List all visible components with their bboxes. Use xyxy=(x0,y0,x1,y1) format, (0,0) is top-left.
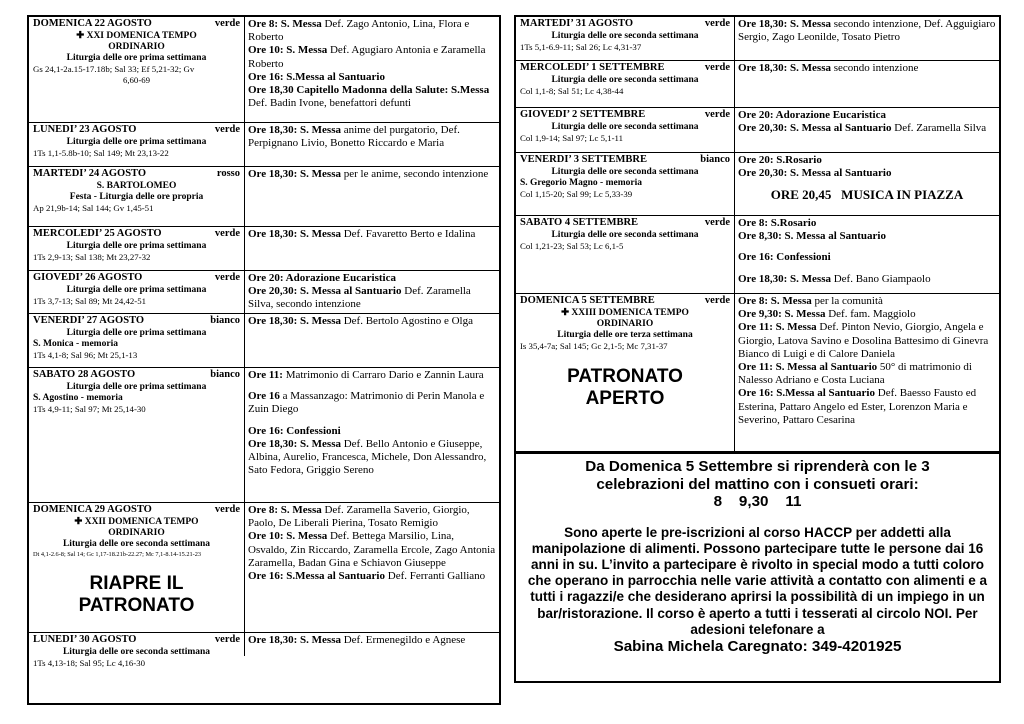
service-entry xyxy=(738,273,996,286)
service-time: Ore 8: S. Messa xyxy=(248,18,322,30)
banner-line: PATRONATO xyxy=(78,594,195,616)
service-entry xyxy=(738,361,996,387)
service-time: Ore 8: S. Messa xyxy=(248,504,322,516)
liturgical-color: verde xyxy=(214,228,240,239)
day-cell xyxy=(516,108,735,152)
liturgical-color: verde xyxy=(704,295,730,306)
service-time: Ore 11: S. Messa xyxy=(738,321,817,334)
liturgical-color: bianco xyxy=(700,154,730,165)
liturgy-line: Liturgia delle ore prima settimana xyxy=(66,327,207,338)
service-entry xyxy=(738,122,996,135)
service-entry xyxy=(738,62,996,75)
liturgical-color: verde xyxy=(214,634,240,645)
service-entry xyxy=(738,167,996,180)
service-entry xyxy=(248,634,496,647)
day-cell xyxy=(29,167,245,226)
service-time: Ore 18,30: S. Messa xyxy=(248,315,341,327)
service-time: Ore 20,30: S. Messa al Santuario xyxy=(738,122,892,135)
service-entry xyxy=(248,124,496,150)
liturgy-line: Liturgia delle ore prima settimana xyxy=(66,381,207,392)
readings: 1Ts 4,1-8; Sal 96; Mt 25,1-13 xyxy=(33,349,138,360)
services-cell xyxy=(245,633,499,656)
service-detail: Def. Baesso Fausto ed Esterina, Pattaro Angelo ed Ester, Lorenzon Maria e Severino, Pattaro Cesarina xyxy=(738,387,977,426)
liturgy-line: Festa - Liturgia delle ore propria xyxy=(69,191,204,202)
day-header xyxy=(33,369,240,382)
day-header xyxy=(33,124,240,137)
liturgy-line: Liturgia delle ore terza settimana xyxy=(557,329,693,340)
service-detail: per le anime, secondo intenzione xyxy=(340,168,489,180)
liturgical-color: verde xyxy=(704,217,730,228)
services-cell xyxy=(735,153,999,215)
day-cell xyxy=(29,314,245,367)
service-detail: secondo intenzione, Def. Agguigiaro Sergio, Zago Leonilde, Tosato Pietro xyxy=(738,18,996,44)
service-detail: Def. Bello Antonio e Giuseppe, Albina, Aurelio, Francesca, Michele, Don Alessandro, Sato Fedora, Griggio Sereno xyxy=(248,437,487,477)
day-row xyxy=(29,314,499,368)
day-row xyxy=(29,271,499,314)
readings: Is 35,4-7a; Sal 145; Gc 2,1-5; Mc 7,31-37 xyxy=(520,340,668,351)
service-detail: Def. Ermenegildo e Agnese xyxy=(340,634,466,646)
service-entry xyxy=(248,369,496,382)
readings: 1Ts 4,13-18; Sal 95; Lc 4,16-30 xyxy=(33,657,146,668)
announcement-banner xyxy=(520,366,730,410)
day-date: VENERDI’ 3 SETTEMBRE xyxy=(520,154,647,165)
liturgical-color: rosso xyxy=(216,168,240,179)
service-entry xyxy=(248,570,496,583)
service-time: Ore 11: S. Messa al Santuario xyxy=(738,361,878,374)
memoria: S. Gregorio Magno - memoria xyxy=(520,177,642,188)
day-cell xyxy=(516,153,735,215)
service-entry xyxy=(248,504,496,530)
liturgical-color: verde xyxy=(704,109,730,120)
day-header xyxy=(520,18,730,31)
liturgy-line: ORDINARIO xyxy=(108,527,165,538)
day-cell xyxy=(516,294,735,451)
service-entry xyxy=(738,321,996,361)
service-entry xyxy=(738,295,996,308)
service-time: Ore 16: Confessioni xyxy=(738,251,831,264)
day-row xyxy=(29,123,499,167)
readings: 1Ts 3,7-13; Sal 89; Mt 24,42-51 xyxy=(33,295,147,306)
day-header xyxy=(520,217,730,230)
service-entry xyxy=(248,272,496,285)
liturgical-color: verde xyxy=(214,504,240,515)
day-cell xyxy=(29,123,245,166)
day-row xyxy=(516,108,999,153)
announcement-times: 8 9,30 11 xyxy=(713,493,802,510)
service-entry xyxy=(248,228,496,241)
day-row xyxy=(516,17,999,61)
service-detail: Def. Zaramella Saverio, Giorgio, Paolo, De Liberali Pierina, Tosato Remigio xyxy=(248,504,470,530)
service-entry xyxy=(248,425,496,438)
day-row xyxy=(29,633,499,668)
day-header xyxy=(33,228,240,241)
liturgy-line: ORDINARIO xyxy=(108,41,165,52)
liturgical-color: verde xyxy=(704,62,730,73)
service-time: Ore 20: S.Rosario xyxy=(738,154,822,166)
services-cell xyxy=(735,294,999,451)
day-cell xyxy=(29,503,245,632)
service-detail: anime del purgatorio, Def. Perpignano Livio, Bonetto Riccardo e Maria xyxy=(248,124,460,150)
day-date: GIOVEDI’ 2 SETTEMBRE xyxy=(520,109,646,120)
liturgy-line: ORDINARIO xyxy=(596,318,654,329)
spacer xyxy=(248,417,496,425)
day-header xyxy=(33,315,240,328)
service-detail: Def. Favaretto Berto e Idalina xyxy=(340,228,476,240)
liturgical-color: bianco xyxy=(210,315,240,326)
day-cell xyxy=(516,61,735,107)
readings: 1Ts 4,9-11; Sal 97; Mt 25,14-30 xyxy=(33,403,146,414)
day-date: MERCOLEDI’ 25 AGOSTO xyxy=(33,228,162,239)
day-date: LUNEDI’ 30 AGOSTO xyxy=(33,634,137,645)
service-detail: Def. Zago Antonio, Lina, Flora e Roberto xyxy=(248,18,470,44)
liturgy-line: Liturgia delle ore prima settimana xyxy=(66,52,207,63)
liturgical-color: verde xyxy=(214,272,240,283)
service-time: Ore 18,30: S. Messa xyxy=(248,124,341,136)
day-date: DOMENICA 29 AGOSTO xyxy=(33,504,152,515)
readings: Gs 24,1-2a.15-17.18b; Sal 33; Ef 5,21-32; Gv xyxy=(33,63,195,74)
services-cell xyxy=(245,17,499,122)
service-time: Ore 18,30: S. Messa xyxy=(248,228,341,240)
service-time: Ore 11: xyxy=(248,369,283,381)
service-entry xyxy=(248,18,496,44)
service-time: Ore 18,30 Capitello Madonna della Salute: S.Messa xyxy=(248,84,490,97)
services-cell xyxy=(735,216,999,293)
service-time: Ore 18,30: S. Messa xyxy=(738,272,831,285)
event-highlight: ORE 20,45 MUSICA IN PIAZZA xyxy=(770,187,964,203)
service-entry xyxy=(738,109,996,122)
memoria: S. Agostino - memoria xyxy=(33,392,123,403)
day-row xyxy=(516,216,999,294)
liturgy-line: Liturgia delle ore prima settimana xyxy=(66,240,207,251)
service-entry xyxy=(248,530,496,570)
day-header xyxy=(520,109,730,122)
announcement-banner xyxy=(33,573,240,617)
services-cell xyxy=(245,123,499,166)
day-date: GIOVEDI’ 26 AGOSTO xyxy=(33,272,143,283)
service-detail: 50° di matrimonio di Nalesso Adriano e Costa Luciana xyxy=(738,361,972,387)
service-entry xyxy=(738,308,996,321)
service-entry xyxy=(738,251,996,264)
readings: Col 1,21-23; Sal 53; Lc 6,1-5 xyxy=(520,240,624,251)
readings: Dt 4,1-2.6-8; Sal 14; Gc 1,17-18.21b-22.27; Mc 7,1-8.14-15.21-23 xyxy=(33,550,202,558)
service-detail: Def. fam. Maggiolo xyxy=(825,308,916,321)
service-time: Ore 18,30: S. Messa xyxy=(248,634,341,646)
day-date: VENERDI’ 27 AGOSTO xyxy=(33,315,145,326)
services-cell xyxy=(245,167,499,226)
day-row xyxy=(516,153,999,216)
service-time: Ore 18,30: S. Messa xyxy=(248,168,341,180)
service-entry xyxy=(738,18,996,44)
service-time: Ore 16: S.Messa al Santuario xyxy=(248,570,385,583)
announcement-body: Sono aperte le pre-iscrizioni al corso HACCP per addetti alla manipolazione di alimenti. Possono partecipare tutte le persone dai 16 anni in su. L’invito a partecipare è rivolto in special modo a tutti coloro che operano in parrocchia nelle varie attività a contatto con alimenti e a tutti i ragazzi/e che desiderano aprirsi la possibilità di un impiego in un bar/ristorazione. Il corso è aperto a tutti i tesserati al circolo NOI. Per adesioni telefonare a xyxy=(527,524,988,637)
service-detail: a Massanzago: Matrimonio di Perin Manola e Zuin Diego xyxy=(248,390,485,416)
service-time: Ore 8,30: S. Messa al Santuario xyxy=(738,230,886,243)
day-header xyxy=(520,62,730,75)
liturgy-line: ✚ XXI DOMENICA TEMPO xyxy=(76,30,197,41)
liturgy-line: Liturgia delle ore seconda settimana xyxy=(62,538,211,549)
service-time: Ore 16: S.Messa al Santuario xyxy=(738,387,875,400)
day-cell xyxy=(29,17,245,122)
day-date: MARTEDI’ 31 AGOSTO xyxy=(520,18,634,29)
readings: 1Ts 2,9-13; Sal 138; Mt 23,27-32 xyxy=(33,251,151,262)
day-row xyxy=(29,227,499,271)
announcement-title-2: celebrazioni del mattino con i consueti orari: xyxy=(596,475,919,493)
service-detail: Def. Badin Ivone, benefattori defunti xyxy=(248,97,412,110)
service-time: Ore 16 xyxy=(248,390,280,403)
announcement-title-1: Da Domenica 5 Settembre si riprenderà con le 3 xyxy=(585,458,930,475)
liturgy-line: ✚ XXIII DOMENICA TEMPO xyxy=(561,307,689,318)
service-time: Ore 18,30: S. Messa xyxy=(738,18,831,30)
service-entry xyxy=(248,315,496,328)
readings: 6,60-69 xyxy=(122,74,151,85)
spacer xyxy=(248,382,496,390)
service-detail: Def. Ferranti Galliano xyxy=(385,570,486,583)
spacer xyxy=(738,243,996,251)
day-date: SABATO 28 AGOSTO xyxy=(33,369,136,380)
readings: Col 1,15-20; Sal 99; Lc 5,33-39 xyxy=(520,188,633,199)
liturgy-line: Liturgia delle ore seconda settimana xyxy=(551,229,699,240)
service-time: Ore 20: Adorazione Eucaristica xyxy=(738,109,886,121)
service-detail: Def. Pinton Nevio, Giorgio, Angela e Giorgio, Latova Savino e Dosolina Battesimo di Ginevra Bianco di Luigi e di Calore Daniela xyxy=(738,321,989,360)
service-time: Ore 18,30: S. Messa xyxy=(248,437,341,450)
service-entry xyxy=(738,387,996,427)
day-row xyxy=(29,368,499,503)
services-cell xyxy=(245,314,499,367)
right-schedule-panel xyxy=(514,15,1001,683)
readings: Ap 21,9b-14; Sal 144; Gv 1,45-51 xyxy=(33,202,154,213)
service-time: Ore 9,30: S. Messa xyxy=(738,308,826,321)
services-cell xyxy=(735,17,999,60)
spacer xyxy=(738,265,996,273)
liturgy-line: Liturgia delle ore seconda settimana xyxy=(551,166,699,177)
day-cell xyxy=(516,216,735,293)
service-time: Ore 10: S. Messa xyxy=(248,530,328,543)
day-header xyxy=(33,504,240,517)
service-detail: secondo intenzione xyxy=(830,62,919,74)
service-detail: Def. Agugiaro Antonia e Zaramella Roberto xyxy=(248,44,486,70)
liturgy-line: ✚ XXII DOMENICA TEMPO xyxy=(74,516,199,527)
liturgy-line: S. BARTOLOMEO xyxy=(96,180,177,191)
announcement-box xyxy=(516,452,999,679)
day-header xyxy=(520,154,730,167)
service-time: Ore 20: Adorazione Eucaristica xyxy=(248,272,396,284)
day-date: MERCOLEDI’ 1 SETTEMBRE xyxy=(520,62,665,73)
day-header xyxy=(33,168,240,181)
day-row xyxy=(516,61,999,108)
day-date: MARTEDI’ 24 AGOSTO xyxy=(33,168,147,179)
service-entry xyxy=(248,84,496,110)
liturgy-line: Liturgia delle ore prima settimana xyxy=(66,136,207,147)
service-entry xyxy=(248,44,496,70)
left-schedule-panel xyxy=(27,15,501,705)
liturgical-color: verde xyxy=(214,18,240,29)
day-cell xyxy=(29,633,245,668)
service-time: Ore 10: S. Messa xyxy=(248,44,328,57)
readings: Col 1,1-8; Sal 51; Lc 4,38-44 xyxy=(520,85,624,96)
service-time: Ore 20,30: S. Messa al Santuario xyxy=(248,285,402,298)
day-row xyxy=(29,167,499,227)
liturgy-line: Liturgia delle ore seconda settimana xyxy=(551,30,699,41)
service-entry xyxy=(738,230,996,243)
services-cell xyxy=(245,271,499,313)
day-date: DOMENICA 5 SETTEMBRE xyxy=(520,295,655,306)
readings: 1Ts 1,1-5.8b-10; Sal 149; Mt 23,13-22 xyxy=(33,147,169,158)
service-time: Ore 20,30: S. Messa al Santuario xyxy=(738,167,892,180)
service-detail: Def. Bano Giampaolo xyxy=(830,272,931,285)
day-cell xyxy=(29,368,245,502)
service-detail: per la comunità xyxy=(811,295,883,307)
readings: 1Ts 5,1-6.9-11; Sal 26; Lc 4,31-37 xyxy=(520,41,642,52)
readings: Col 1,9-14; Sal 97; Lc 5,1-11 xyxy=(520,132,624,143)
service-detail: Matrimonio di Carraro Dario e Zannin Laura xyxy=(282,369,484,381)
service-entry xyxy=(738,217,996,230)
liturgy-line: Liturgia delle ore seconda settimana xyxy=(551,121,699,132)
service-detail: Def. Zaramella Silva, secondo intenzione xyxy=(248,285,471,311)
liturgical-color: verde xyxy=(214,124,240,135)
services-cell xyxy=(245,227,499,270)
service-detail: Def. Bettega Marsilio, Lina, Osvaldo, Zin Riccardo, Zaramella Ercole, Zago Antonia Zaramella, Badan Gina e Schiavon Giuseppe xyxy=(248,530,496,569)
service-entry xyxy=(248,71,496,84)
day-row xyxy=(29,503,499,633)
day-cell xyxy=(516,17,735,60)
day-header xyxy=(520,295,730,308)
services-cell xyxy=(245,368,499,502)
service-entry xyxy=(248,390,496,416)
services-cell xyxy=(735,108,999,152)
service-detail: Def. Zaramella Silva xyxy=(891,122,987,135)
memoria: S. Monica - memoria xyxy=(33,338,118,349)
service-time: Ore 8: S.Rosario xyxy=(738,217,817,229)
day-cell xyxy=(29,227,245,270)
day-row xyxy=(516,294,999,452)
services-cell xyxy=(245,503,499,632)
service-time: Ore 8: S. Messa xyxy=(738,295,812,307)
banner-line: APERTO xyxy=(585,387,665,409)
service-entry xyxy=(248,285,496,311)
day-date: LUNEDI’ 23 AGOSTO xyxy=(33,124,137,135)
day-date: SABATO 4 SETTEMBRE xyxy=(520,217,639,228)
banner-line: RIAPRE IL xyxy=(89,572,184,594)
service-entry xyxy=(248,168,496,181)
service-entry xyxy=(738,154,996,167)
day-cell xyxy=(29,271,245,313)
service-entry xyxy=(248,438,496,478)
day-header xyxy=(33,18,240,31)
services-cell xyxy=(735,61,999,107)
liturgy-line: Liturgia delle ore seconda settimana xyxy=(551,74,699,85)
liturgical-color: verde xyxy=(704,18,730,29)
announcement-contact: Sabina Michela Caregnato: 349-4201925 xyxy=(613,637,902,655)
service-time: Ore 16: Confessioni xyxy=(248,424,341,437)
service-detail: Def. Bertolo Agostino e Olga xyxy=(340,315,473,327)
day-row xyxy=(29,17,499,123)
day-date: DOMENICA 22 AGOSTO xyxy=(33,18,152,29)
liturgy-line: Liturgia delle ore prima settimana xyxy=(66,284,207,295)
service-time: Ore 16: S.Messa al Santuario xyxy=(248,70,385,83)
banner-line: PATRONATO xyxy=(567,365,683,387)
liturgy-line: Liturgia delle ore seconda settimana xyxy=(62,646,211,657)
liturgical-color: bianco xyxy=(210,369,240,380)
day-header xyxy=(33,272,240,285)
service-time: Ore 18,30: S. Messa xyxy=(738,62,831,74)
day-header xyxy=(33,634,240,647)
